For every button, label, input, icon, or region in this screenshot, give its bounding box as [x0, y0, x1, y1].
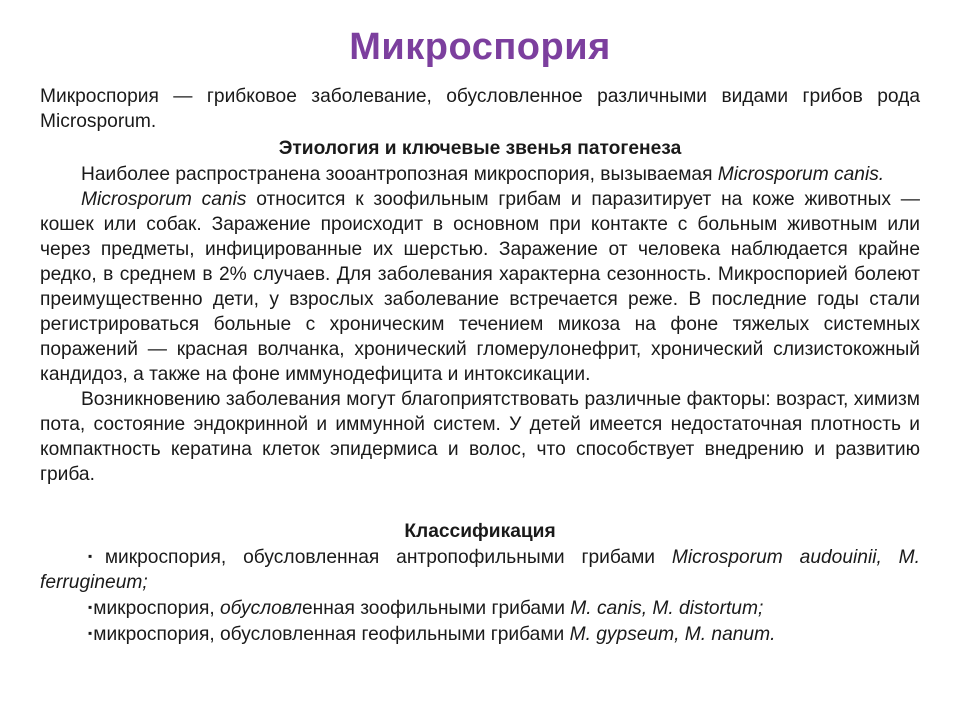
- paragraph-factors: [40, 387, 920, 487]
- bullet-icon: ▪: [88, 549, 104, 563]
- species-name: M. canis, M. distortum;: [570, 598, 764, 619]
- bullet-icon: ▪: [88, 600, 93, 614]
- list-item: [40, 544, 920, 595]
- list-item-text-italic: обусловл: [220, 598, 302, 619]
- paragraph-text: Наиболее распространена зооантропозная микроспория, вызываемая: [81, 164, 718, 185]
- species-name: Microsporum audouinii, M. ferrugineum;: [40, 547, 920, 593]
- species-name: M. gypseum, M. nanum.: [569, 624, 776, 645]
- paragraph-prevalence: [40, 162, 920, 187]
- list-item: [40, 595, 920, 621]
- classification-list: [40, 544, 920, 647]
- list-item-text: енная зоофильными грибами: [301, 598, 571, 619]
- species-name: Microsporum canis: [81, 189, 247, 210]
- intro-paragraph: [40, 84, 920, 134]
- list-item-text: микроспория, обусловленная геофильными грибами: [93, 624, 570, 645]
- list-item-text: микроспория,: [93, 598, 221, 619]
- species-name: Microsporum canis.: [717, 164, 885, 185]
- section-heading-classification: Классификация: [404, 521, 556, 542]
- paragraph-text: относится к зоофильным грибам и паразитирует на коже животных — кошек или собак. Заражение происходит в основном при контакте с больным животным или через предметы, инфицированные их шерстью. Заражение от человека наблюдается крайне редко, в среднем в 2% случаев. Для заболевания характерна сезонность. Микроспорией болеют преимущественно дети, у взрослых заболевание встречается реже. В последние годы стали регистрироваться больные с хроническим течением микоза на фоне тяжелых системных поражений — красная волчанка, хронический гломерулонефрит, хронический слизистокожный кандидоз, а также на фоне иммунодефицита и интоксикации.: [40, 189, 920, 385]
- page-title: Микроспория: [349, 26, 611, 68]
- paragraph-pathogenesis: [40, 187, 920, 387]
- paragraph-text: Возникновению заболевания могут благоприятствовать различные факторы: возраст, химизм пота, состояние эндокринной и иммунной систем. У детей имеется недостаточная плотность и компактность кератина клеток эпидермиса и волос, что способствует внедрению и развитию гриба.: [40, 389, 920, 485]
- list-item: [40, 621, 920, 647]
- bullet-icon: ▪: [88, 626, 93, 640]
- document-body: [40, 84, 920, 647]
- section-heading-etiology: Этиология и ключевые звенья патогенеза: [278, 138, 682, 159]
- list-item-text: микроспория, обусловленная антропофильными грибами: [104, 547, 672, 568]
- intro-text: Микроспория — грибковое заболевание, обусловленное различными видами грибов рода Microsporum.: [40, 86, 920, 132]
